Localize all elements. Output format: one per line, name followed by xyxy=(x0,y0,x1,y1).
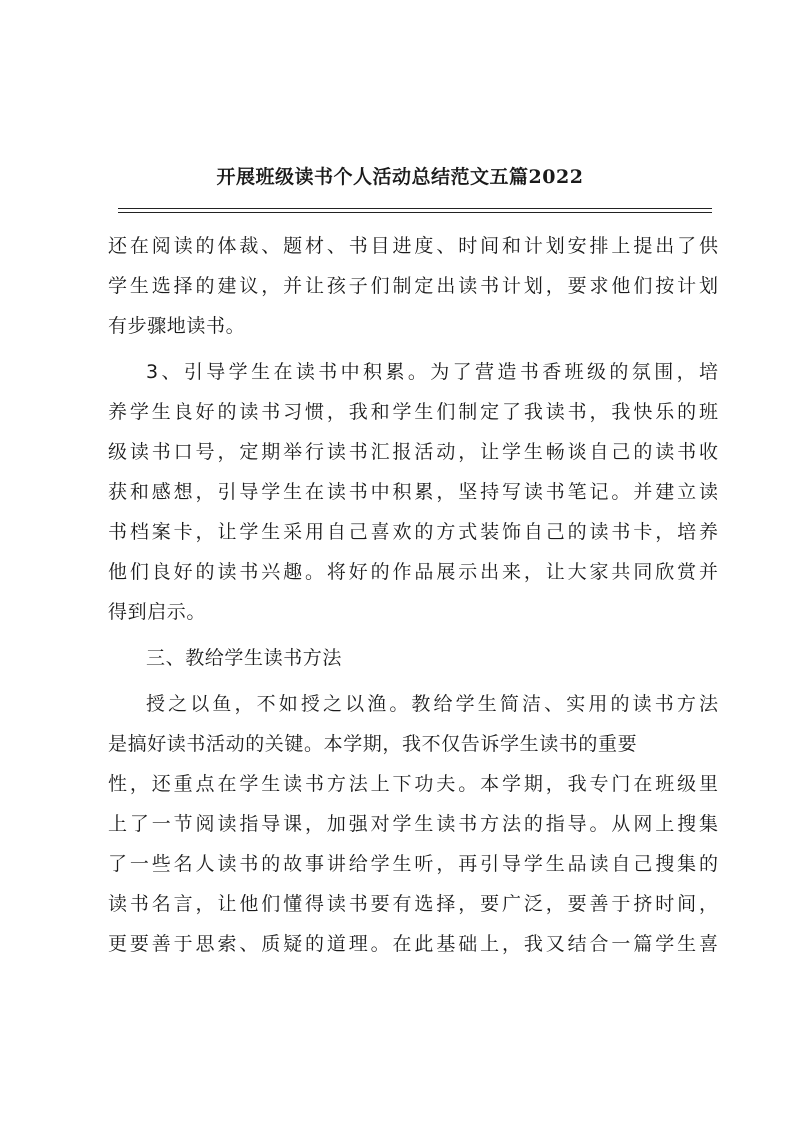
paragraph-line: 性，还重点在学生读书方法上下功夫。本学期，我专门在班级里 xyxy=(108,773,718,795)
paragraph-2 xyxy=(108,352,718,632)
paragraph-3 xyxy=(108,684,718,964)
paragraph-line: 更要善于思索、质疑的道理。在此基础上，我又结合一篇学生喜 xyxy=(108,933,718,955)
paragraph-line: 他们良好的读书兴趣。将好的作品展示出来，让大家共同欣赏并 xyxy=(108,561,718,583)
document-title: 开展班级读书个人活动总结范文五篇2022 xyxy=(216,166,584,188)
paragraph-line: 书档案卡，让学生采用自己喜欢的方式装饰自己的读书卡，培养 xyxy=(108,521,718,543)
paragraph-line: 得到启示。 xyxy=(108,601,207,623)
paragraph-1 xyxy=(108,226,718,346)
paragraph-line: 授之以鱼，不如授之以渔。教给学生简洁、实用的读书方法 xyxy=(146,693,718,715)
section-heading-text: 三、教给学生读书方法 xyxy=(146,647,343,669)
paragraph-line: 养学生良好的读书习惯，我和学生们制定了我读书，我快乐的班 xyxy=(108,401,718,423)
paragraph-line: 上了一节阅读指导课，加强对学生读书方法的指导。从网上搜集 xyxy=(108,813,718,835)
section-heading xyxy=(108,638,718,678)
paragraph-line: 了一些名人读书的故事讲给学生听，再引导学生品读自己搜集的 xyxy=(108,853,718,875)
paragraph-line: 读书名言，让他们懂得读书要有选择，要广泛，要善于挤时间， xyxy=(108,893,718,915)
paragraph-line: 学生选择的建议，并让孩子们制定出读书计划，要求他们按计划 xyxy=(108,275,718,297)
paragraph-line: 是搞好读书活动的关键。本学期，我不仅告诉学生读书的重要 xyxy=(108,733,638,755)
paragraph-line: 级读书口号，定期举行读书汇报活动，让学生畅谈自己的读书收 xyxy=(108,441,718,463)
title-rule-top xyxy=(118,208,712,209)
title-rule-bottom xyxy=(118,212,712,213)
paragraph-line: 有步骤地读书。 xyxy=(108,315,246,337)
document-body xyxy=(108,226,718,964)
paragraph-line: 获和感想，引导学生在读书中积累，坚持写读书笔记。并建立读 xyxy=(108,481,718,503)
paragraph-line: 还在阅读的体裁、题材、书目进度、时间和计划安排上提出了供 xyxy=(108,235,718,257)
paragraph-line: 3、引导学生在读书中积累。为了营造书香班级的氛围，培 xyxy=(146,361,718,383)
